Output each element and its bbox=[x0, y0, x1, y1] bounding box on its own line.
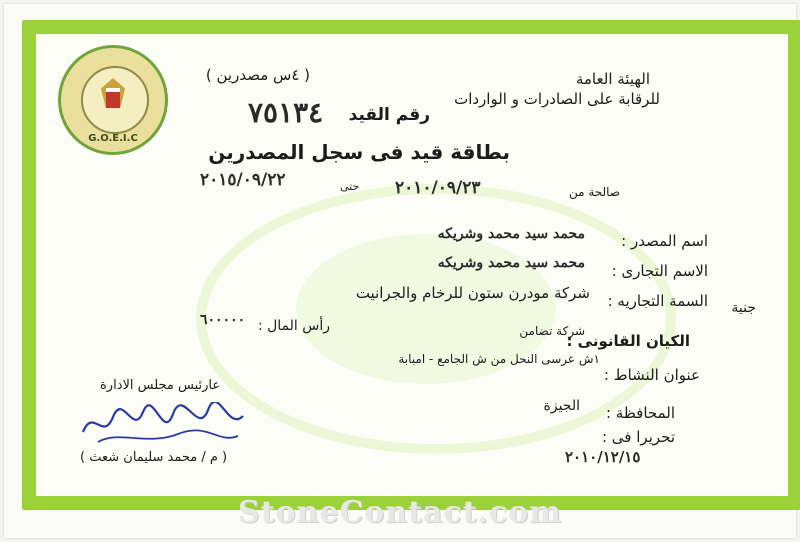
trademark-label: السمة التجاريه : bbox=[607, 292, 708, 310]
issued-on-date: ٢٠١٠/١٢/١٥ bbox=[565, 448, 641, 466]
card-title: بطاقة قيد فى سجل المصدرين bbox=[208, 140, 510, 164]
valid-to-date: ٢٠١٥/٠٩/٢٢ bbox=[200, 170, 286, 190]
governorate-label: المحافظة : bbox=[605, 404, 675, 422]
exporter-name-value: محمد سيد محمد وشريكه bbox=[437, 226, 585, 242]
capital-currency: جنية bbox=[731, 300, 756, 316]
authority-subtitle: للرقابة على الصادرات و الواردات bbox=[454, 90, 660, 108]
handwritten-signature bbox=[78, 402, 248, 448]
trade-name-label: الاسم التجارى : bbox=[611, 262, 708, 280]
exporter-type: ( ٤س مصدرين ) bbox=[205, 66, 310, 84]
registration-label: رقم القيد bbox=[348, 105, 430, 125]
registration-number: ٧٥١٣٤ bbox=[248, 96, 324, 129]
valid-from-date: ٢٠١٠/٠٩/٢٣ bbox=[395, 178, 481, 198]
valid-to-label: حتى bbox=[340, 180, 360, 193]
trademark-value: شركة مودرن ستون للرخام والجرانيت bbox=[355, 284, 590, 302]
site-watermark: StoneContact.com bbox=[237, 495, 562, 530]
authority-name: الهيئة العامة bbox=[575, 70, 650, 88]
activity-address-value: ١ش عرسى النحل من ش الجامع - امبابة bbox=[398, 352, 600, 366]
seal-label: G.O.E.I.C bbox=[88, 133, 138, 144]
activity-address-label: عنوان النشاط : bbox=[603, 366, 700, 384]
signatory-name: ( م / محمد سليمان شعث ) bbox=[80, 450, 228, 465]
issued-on-label: تحريرا فى : bbox=[601, 428, 675, 446]
goeic-seal-icon bbox=[58, 45, 168, 155]
valid-from-label: صالحة من bbox=[568, 185, 620, 199]
exporter-name-label: اسم المصدر : bbox=[621, 232, 708, 250]
flag-shield-icon bbox=[106, 88, 120, 108]
legal-entity-value: شركة تضامن bbox=[519, 324, 585, 338]
legal-entity-label: الكيان القانونى : bbox=[566, 332, 690, 350]
capital-label: رأس المال : bbox=[257, 318, 330, 334]
trade-name-value: محمد سيد محمد وشريكه bbox=[437, 255, 585, 271]
governorate-value: الجيزة bbox=[543, 398, 580, 414]
capital-value: ٦٠٠٠٠٠ bbox=[200, 312, 246, 328]
signatory-title: عارئيس مجلس الادارة bbox=[100, 378, 221, 393]
